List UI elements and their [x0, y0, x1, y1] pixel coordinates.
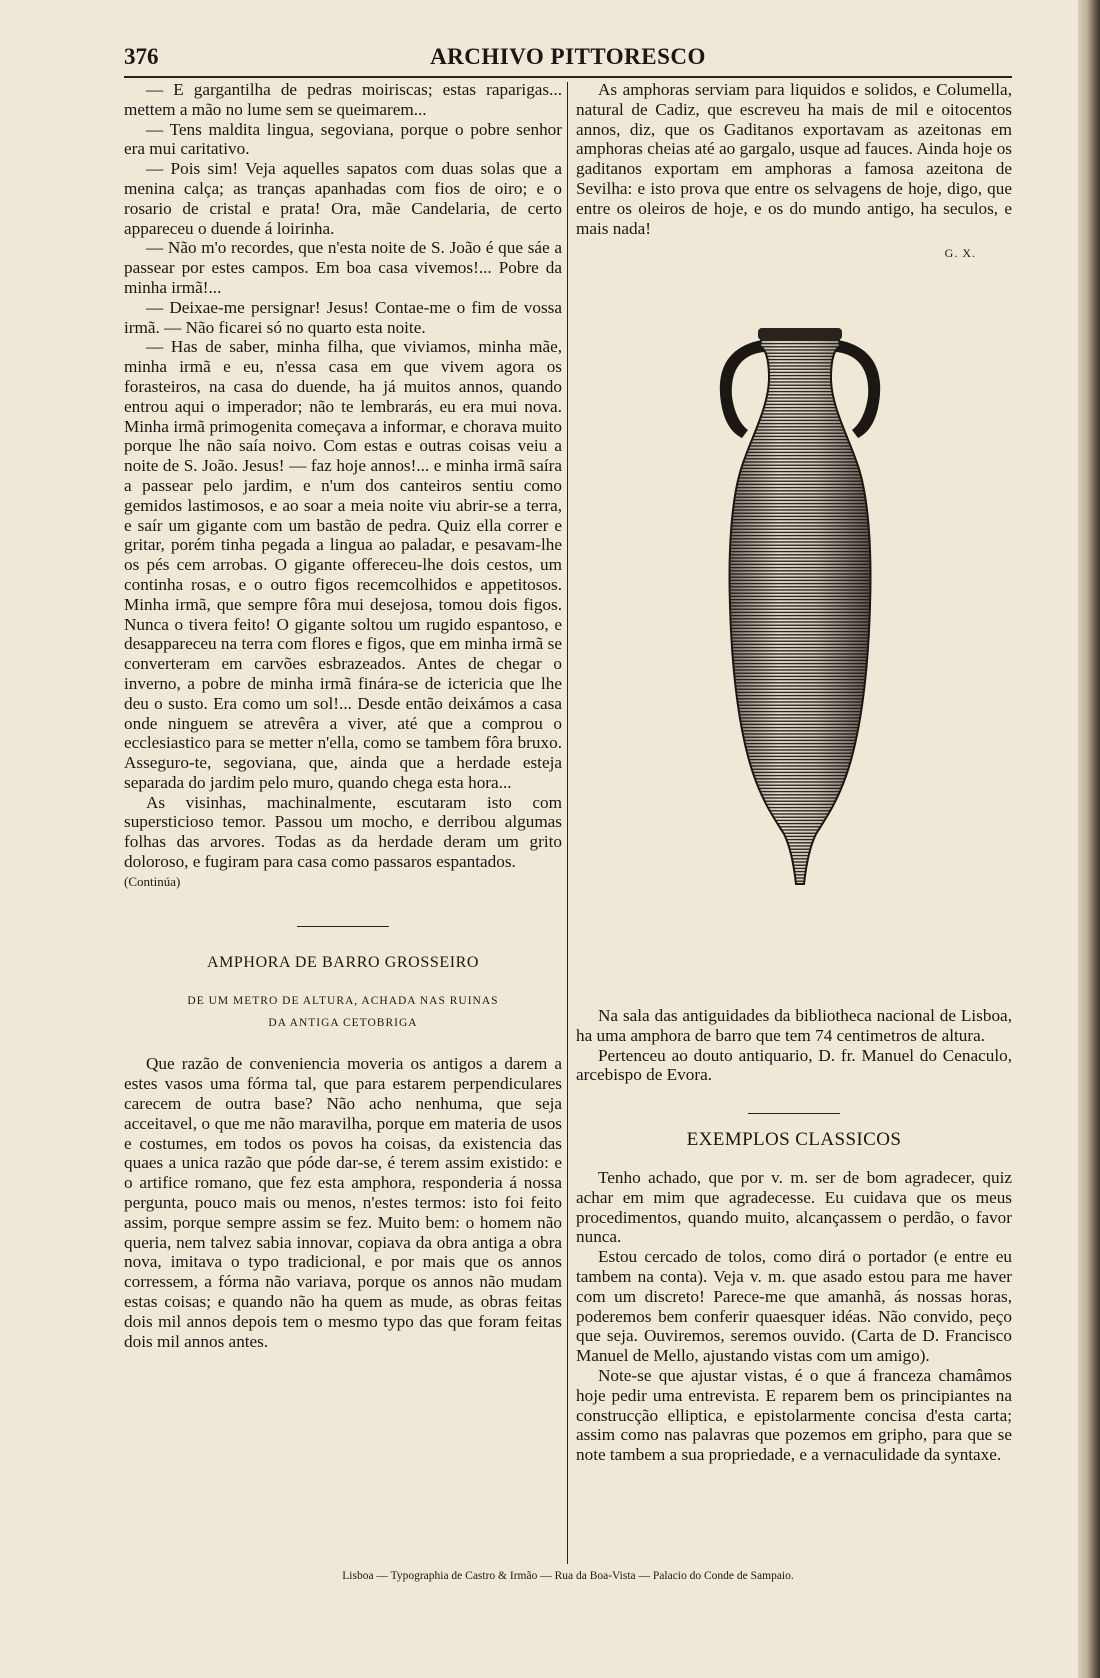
- subtitle-line: DA ANTIGA CETOBRIGA: [268, 1017, 418, 1030]
- story-paragraph: — Pois sim! Veja aquelles sapatos com duas solas que a menina calça; as tranças apanhadas com fios de oiro; e o rosario de cristal e prata! Ora, mãe Candelaria, de certo appareceu o duende á loirinha.: [124, 159, 562, 238]
- caption-paragraph: Pertenceu ao douto antiquario, D. fr. Manuel do Cenaculo, arcebispo de Evora.: [576, 1045, 1012, 1085]
- story-paragraph: — Deixae-me persignar! Jesus! Contae-me o fim de vossa irmã. — Não ficarei só no quarto esta noite.: [124, 297, 562, 337]
- story-paragraph: — Não m'o recordes, que n'esta noite de S. João é que sáe a passear por estes campos. Em boa casa vivemos!... Pobre da minha irmã!...: [124, 238, 562, 297]
- section-divider: [748, 1113, 840, 1114]
- page-edge: [1078, 0, 1100, 1678]
- right-column-top: [576, 80, 1012, 264]
- amphora-rim: [758, 328, 842, 340]
- classics-paragraph: Note-se que ajustar vistas, é o que á franceza chamâmos hoje pedir uma entrevista. E reparem bem os principiantes na construcção elliptica, e epistolarmente concisa d'esta carta; assim como nas palavras que pozemos em gripho, para que se note tambem a sua propriedade, e a vernaculidade da syntaxe.: [576, 1365, 1012, 1465]
- story-paragraph: As visinhas, machinalmente, escutaram isto com supersticioso temor. Passou um mocho, e derribou algumas folhas das arvores. Todas as da herdade deram um grito doloroso, e fugiram para casa como passaros espantados.: [124, 792, 562, 872]
- left-column: [124, 80, 562, 1351]
- amphora-illustration: [700, 326, 900, 936]
- caption-paragraph: Na sala das antiguidades da bibliotheca nacional de Lisboa, ha uma amphora de barro que tem 74 centimetros de altura.: [576, 1006, 1012, 1045]
- continued-note: (Continúa): [124, 873, 181, 889]
- story-paragraph: — Tens maldita lingua, segoviana, porque o pobre senhor era mui caritativo.: [124, 119, 562, 159]
- amphora-section-title: AMPHORA DE BARRO GROSSEIRO: [206, 953, 480, 971]
- story-paragraph: — E gargantilha de pedras moiriscas; estas raparigas... mettem a mão no lume sem se queimarem...: [124, 80, 562, 119]
- classics-paragraph: Estou cercado de tolos, como dirá o portador (e entre eu tambem na conta). Veja v. m. que asado estou para me haver com um discreto! Parece-me que amanhã, ás nossas horas, poderemos bem conferir quaesquer idéas. Não convido, peço que seja. Ouviremos, seremos ouvido. (Carta de D. Francisco Manuel de Mello, ajustando vistas com um amigo).: [576, 1247, 1012, 1366]
- amphora-subtitle: [124, 990, 562, 1034]
- classics-section-title: EXEMPLOS CLASSICOS: [686, 1129, 902, 1151]
- page-number: 376: [124, 44, 159, 69]
- right-column-bottom: [576, 1006, 1012, 1465]
- classics-paragraph: Tenho achado, que por v. m. ser de bom agradecer, quiz achar em mim que agradecesse. Eu cuidava que os meus procedimentos, quando muito, alcançassem o perdão, o favor nunca.: [576, 1167, 1012, 1247]
- printer-imprint: Lisboa — Typographia de Castro & Irmão — Rua da Boa-Vista — Palacio do Conde de Sampaio.: [342, 1570, 794, 1582]
- column-divider: [567, 82, 568, 1564]
- amphora-paragraph: Que razão de conveniencia moveria os antigos a darem a estes vasos uma fórma tal, que para estarem perpendiculares carecem de outra base? Não acho nenhuma, que seja acceitavel, o que me não maravilha, porque em materia de usos e costumes, em todos os povos ha coisas, da existencia das quaes a unica razão que póde dar-se, é terem assim existido: e o artifice romano, que fez esta amphora, responderia á nossa pergunta, pouco mais ou menos, n'estes termos: isto foi feito assim, porque sempre assim se fez. Muito bem: o homem não queria, nem talvez sabia innovar, copiava da obra antiga a obra nova, imitava o typo tradicional, e por mais que os annos corressem, a fórma não variava, porque os annos não mudam estas coisas; e quando não ha quem as mude, as obras feitas dois mil annos depois tem o mesmo typo das que foram feitas dois mil annos antes.: [124, 1054, 562, 1351]
- author-signature: G. X.: [944, 246, 976, 261]
- story-paragraph: — Has de saber, minha filha, que viviamos, minha mãe, minha irmã e eu, n'essa casa em que vivem agora os forasteiros, na casa do duende, ha já muitos annos, quando entrou aqui o imperador; não te lembrarás, eu era mui nova. Minha irmã primogenita começava a informar, e chorava muito porque lhe não saía noivo. Com estas e outras coisas veiu a noite de S. João. Jesus! — faz hoje annos!... e minha irmã saíra a passear pelo jardim, e n'um dos canteiros sentiu como gemidos lastimosos, e ao soar a meia noite viu abrir-se a terra, e saír um gigante com um bastão de pedra. Quiz ella correr e gritar, porém tinha pegada a lingua ao paladar, e pesavam-lhe os pés cem arrobas. O gigante offereceu-lhe dois cestos, um continha rosas, e o outro figos recemcolhidos e appetitosos. Minha irmã, que sempre fôra mui desejosa, tomou dois figos. Nunca o tivera feito! O gigante soltou um rugido espantoso, e desappareceu na terra com flores e figos, que em minha irmã se converteram em carvões esbrazeados. Antes de chegar o inverno, a pobre de minha irmã finára-se de ictericia que lhe deu o susto. Era como um sol!... Desde então deixámos a casa onde ninguem se atrevêra a viver, até que a comprou o ecclesiastico para se metter n'ella, como se tambem fôra bruxo. Asseguro-te, segoviana, que, ainda que a herdade esteja separada do jardim pelo muro, quando chega esta hora...: [124, 337, 562, 792]
- amphora-paragraph: As amphoras serviam para liquidos e solidos, e Columella, natural de Cadiz, que escreveu ha mais de mil e oitocentos annos, diz, que os Gaditanos exportavam as azeitonas em amphoras cheias até ao gargalo, usque ad fauces. Ainda hoje os gaditanos exportam em amphoras a famosa azeitona de Sevilha: e isto prova que entre os selvagens de hoje, digo, que entre os oleiros de hoje, e os do mundo antigo, ha seculos, e mais nada!: [576, 80, 1012, 238]
- page-header: [124, 42, 1012, 78]
- subtitle-line: DE UM METRO DE ALTURA, ACHADA NAS RUINAS: [187, 995, 499, 1008]
- running-title: ARCHIVO PITTORESCO: [430, 44, 706, 69]
- section-divider: [297, 926, 389, 927]
